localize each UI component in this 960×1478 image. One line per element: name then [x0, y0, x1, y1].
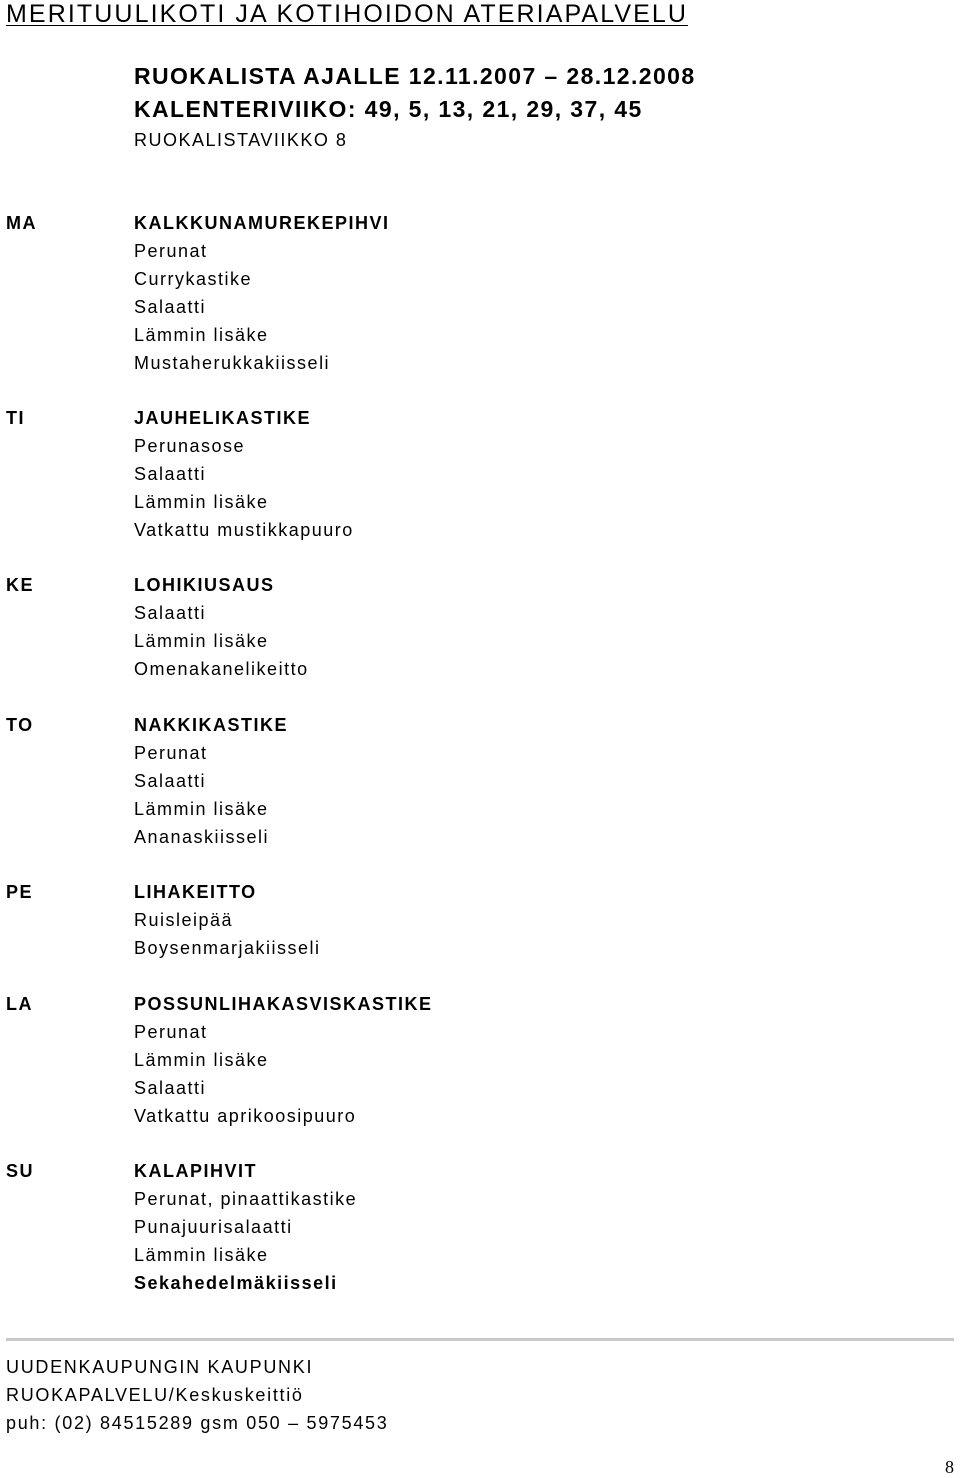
menu-item: Omenakanelikeitto — [134, 659, 309, 679]
menu-item: Salaatti — [134, 603, 207, 623]
menu-item: Lämmin lisäke — [134, 1245, 269, 1265]
footer-department: RUOKAPALVELU/Keskuskeittiö — [6, 1385, 304, 1405]
menu-item: Salaatti — [134, 464, 207, 484]
day-menu-items — [134, 571, 309, 683]
day-menu-items — [134, 711, 288, 851]
menu-period: RUOKALISTA AJALLE 12.11.2007 – 28.12.2008 — [134, 63, 696, 89]
main-dish: POSSUNLIHAKASVISKASTIKE — [134, 994, 433, 1014]
menu-item: Lämmin lisäke — [134, 325, 269, 345]
day-code: KE — [6, 575, 35, 595]
menu-item: Ananaskiisseli — [134, 827, 270, 847]
footer-divider — [6, 1338, 954, 1341]
menu-item: Mustaherukkakiisseli — [134, 353, 331, 373]
menu-item: Salaatti — [134, 297, 207, 317]
main-dish: NAKKIKASTIKE — [134, 715, 289, 735]
menu-item: Perunat — [134, 241, 208, 261]
day-menu-items — [134, 1157, 357, 1297]
main-dish: KALAPIHVIT — [134, 1161, 257, 1181]
day-code: LA — [6, 994, 33, 1014]
menu-item: Lämmin lisäke — [134, 631, 269, 651]
menu-item: Vatkattu aprikoosipuuro — [134, 1106, 357, 1126]
day-code: PE — [6, 882, 34, 902]
menu-week: RUOKALISTAVIIKKO 8 — [134, 130, 348, 150]
menu-item: Salaatti — [134, 1078, 207, 1098]
main-dish: LOHIKIUSAUS — [134, 575, 275, 595]
menu-item: Perunat — [134, 743, 208, 763]
page-heading: MERITUULIKOTI JA KOTIHOIDON ATERIAPALVELU — [6, 0, 689, 28]
menu-item: Boysenmarjakiisseli — [134, 938, 321, 958]
day-code: TO — [6, 715, 34, 735]
day-code: SU — [6, 1161, 35, 1181]
menu-item: Sekahedelmäkiisseli — [134, 1273, 338, 1293]
menu-item: Currykastike — [134, 269, 253, 289]
menu-item: Lämmin lisäke — [134, 492, 269, 512]
menu-item: Perunat — [134, 1022, 208, 1042]
main-dish: JAUHELIKASTIKE — [134, 408, 312, 428]
menu-item: Perunasose — [134, 436, 246, 456]
menu-item: Lämmin lisäke — [134, 799, 269, 819]
day-menu-items — [134, 990, 433, 1130]
main-dish: KALKKUNAMUREKEPIHVI — [134, 213, 390, 233]
day-code: TI — [6, 408, 25, 428]
footer-phone: puh: (02) 84515289 gsm 050 – 5975453 — [6, 1413, 389, 1433]
main-dish: LIHAKEITTO — [134, 882, 257, 902]
calendar-weeks: KALENTERIVIIKO: 49, 5, 13, 21, 29, 37, 45 — [134, 96, 643, 122]
menu-item: Vatkattu mustikkapuuro — [134, 520, 354, 540]
day-code: MA — [6, 213, 37, 233]
menu-item: Lämmin lisäke — [134, 1050, 269, 1070]
day-menu-items — [134, 209, 390, 377]
menu-item: Punajuurisalaatti — [134, 1217, 293, 1237]
menu-item: Ruisleipää — [134, 910, 234, 930]
day-menu-items — [134, 878, 321, 962]
page-number: 8 — [945, 1457, 954, 1477]
day-menu-items — [134, 404, 354, 544]
menu-item: Salaatti — [134, 771, 207, 791]
menu-item: Perunat, pinaattikastike — [134, 1189, 358, 1209]
footer-organization: UUDENKAUPUNGIN KAUPUNKI — [6, 1357, 314, 1377]
